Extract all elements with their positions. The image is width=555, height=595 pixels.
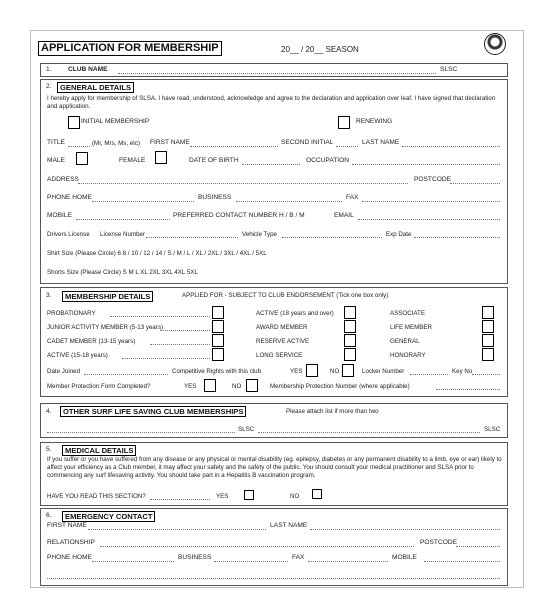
membership-option-label: CADET MEMBER (13-15 years) — [47, 338, 136, 345]
member-protection-number-field[interactable] — [436, 389, 500, 390]
membership-checkbox[interactable] — [482, 348, 494, 361]
medical-no-checkbox[interactable] — [312, 489, 322, 499]
section4-title: OTHER SURF LIFE SAVING CLUB MEMBERSHIPS — [60, 406, 246, 417]
date-joined-label: Date Joined — [47, 368, 81, 375]
other-club-1-slsc: SLSC — [238, 426, 255, 433]
mobile-label: MOBILE — [47, 212, 72, 219]
phone-home-field[interactable] — [92, 201, 194, 202]
occupation-label: OCCUPATION — [306, 157, 349, 164]
membership-option-label: AWARD MEMBER — [256, 324, 308, 331]
phone-home-label: PHONE HOME — [47, 194, 93, 201]
exp-date-label: Exp Date — [386, 231, 412, 238]
membership-checkbox[interactable] — [344, 348, 356, 361]
ec-mobile-field[interactable] — [424, 561, 500, 562]
renewing-label: RENEWING — [356, 118, 393, 125]
club-name-field[interactable] — [118, 73, 436, 74]
club-slsc-label: SLSC — [440, 66, 458, 73]
medical-text: If you suffer or you have suffered from any disease or any physical or mental disability (eg. epilepsy, diabetes or any permanent disability to a limb, eye or ear) likely to affect your efficiency as a Club member, it may affect your safety and the safety of the public. You should consult your medical practitioner and SLSA prior to commencing any surf lifesaving activity. You should take part in a Hepatitis B vaccination program. — [47, 456, 502, 479]
section6-title: EMERGENCY CONTACT — [62, 511, 155, 522]
ec-first-name-label: FIRST NAME — [47, 522, 87, 529]
ec-business-label: BUSINESS — [178, 554, 212, 561]
protection-yes-checkbox[interactable] — [204, 379, 216, 392]
other-club-2-slsc: SLSC — [484, 426, 501, 433]
leader-line — [110, 316, 210, 317]
club-name-label: CLUB NAME — [68, 66, 108, 73]
first-name-label: FIRST NAME — [150, 139, 190, 146]
form-title: APPLICATION FOR MEMBERSHIP — [38, 41, 222, 56]
email-field[interactable] — [358, 219, 500, 220]
have-you-read-label: HAVE YOU READ THIS SECTION? — [47, 493, 146, 500]
dob-field[interactable] — [242, 164, 300, 165]
preferred-contact-label: PREFERRED CONTACT NUMBER H / B / M — [173, 212, 305, 219]
male-label: MALE — [47, 157, 65, 164]
title-options: (Mr, Mrs, Ms, etc) — [92, 140, 141, 147]
membership-option-label: JUNIOR ACTIVITY MEMBER (5-13 years) — [47, 324, 164, 331]
ec-postcode-field[interactable] — [456, 546, 500, 547]
logo-icon — [484, 33, 506, 55]
medical-yes-checkbox[interactable] — [244, 490, 254, 500]
section5-title: MEDICAL DETAILS — [62, 445, 136, 456]
occupation-field[interactable] — [352, 164, 500, 165]
competitive-no-label: NO — [330, 368, 340, 375]
section-club-name — [40, 63, 508, 77]
section4-number: 4. — [46, 408, 52, 415]
dob-label: DATE OF BIRTH — [189, 157, 239, 164]
membership-checkbox[interactable] — [344, 334, 356, 347]
postcode-label: POSTCODE — [414, 176, 452, 183]
competitive-no-checkbox[interactable] — [342, 364, 354, 377]
member-protection-form-label: Member Protection Form Completed? — [47, 383, 151, 390]
medical-no-label: NO — [290, 493, 300, 500]
membership-checkbox[interactable] — [344, 320, 356, 333]
leader-line — [122, 358, 210, 359]
date-joined-field[interactable] — [84, 374, 168, 375]
section2-title: GENERAL DETAILS — [57, 82, 134, 93]
protection-yes-label: YES — [184, 383, 197, 390]
membership-option-label: LIFE MEMBER — [390, 324, 432, 331]
membership-checkbox[interactable] — [344, 306, 356, 319]
ec-fax-label: FAX — [292, 554, 305, 561]
membership-option-label: HONORARY — [390, 352, 426, 359]
section2-number: 2. — [46, 83, 52, 90]
license-number-field[interactable] — [146, 237, 238, 238]
mobile-field[interactable] — [76, 219, 170, 220]
fax-label: FAX — [346, 194, 359, 201]
membership-checkbox[interactable] — [212, 348, 224, 361]
shorts-size-line[interactable]: Shorts Size (Please Circle) S M L XL 2XL 3XL 4XL 5XL — [47, 269, 198, 276]
season-label: 20__ / 20__ SEASON — [281, 45, 359, 54]
membership-checkbox[interactable] — [212, 334, 224, 347]
section3-number: 3. — [46, 292, 52, 299]
competitive-yes-checkbox[interactable] — [306, 364, 318, 377]
membership-option-label: RESERVE ACTIVE — [256, 338, 310, 345]
other-clubs-note: Please attach list if more than two — [286, 408, 379, 415]
address-field[interactable] — [78, 183, 408, 184]
have-you-read-line — [150, 499, 210, 500]
membership-checkbox[interactable] — [482, 306, 494, 319]
membership-option-label: ASSOCIATE — [390, 310, 425, 317]
title-field[interactable] — [68, 146, 90, 147]
leader-line — [150, 344, 210, 345]
declaration-text: I hereby apply for membership of SLSA. I have read, understood, acknowledge and agree to the declaration and application over leaf. I have signed that declaration and application. — [47, 95, 496, 110]
locker-number-label: Locker Number — [362, 368, 405, 375]
competitive-rights-label: Competitive Rights with this club — [172, 368, 262, 375]
ec-postcode-label: POSTCODE — [420, 539, 458, 546]
membership-checkbox[interactable] — [482, 334, 494, 347]
ec-business-field[interactable] — [214, 561, 288, 562]
drivers-license-label: Drivers License — [47, 231, 90, 238]
initial-membership-label: INITIAL MEMBERSHIP — [81, 118, 150, 125]
exp-date-field[interactable] — [414, 237, 500, 238]
section5-number: 5. — [46, 446, 52, 453]
ec-phone-home-label: PHONE HOME — [47, 554, 93, 561]
female-label: FEMALE — [119, 157, 146, 164]
license-number-label: License Number — [100, 231, 146, 238]
member-protection-number-label: Membership Protection Number (where applicable) — [270, 383, 410, 390]
ec-first-name-field[interactable] — [88, 529, 266, 530]
fax-field[interactable] — [362, 201, 500, 202]
membership-option-label: GENERAL — [390, 338, 420, 345]
ec-mobile-label: MOBILE — [392, 554, 417, 561]
initial-membership-checkbox[interactable] — [68, 116, 80, 129]
protection-no-checkbox[interactable] — [246, 379, 258, 392]
key-no-label: Key No — [452, 368, 473, 375]
second-initial-field[interactable] — [336, 146, 358, 147]
section1-number: 1. — [46, 66, 52, 73]
ec-relationship-label: RELATIONSHIP — [47, 539, 95, 546]
membership-option-label: ACTIVE (15-18 years) — [47, 352, 108, 359]
membership-option-label: ACTIVE (18 years and over) — [256, 310, 334, 317]
membership-option-label: LONG SERVICE — [256, 352, 303, 359]
medical-yes-label: YES — [216, 493, 229, 500]
vehicle-type-field[interactable] — [282, 237, 382, 238]
address-label: ADDRESS — [47, 176, 79, 183]
title-label: TITLE — [47, 139, 65, 146]
postcode-field[interactable] — [450, 183, 500, 184]
membership-checkbox[interactable] — [212, 320, 224, 333]
key-no-field[interactable] — [472, 374, 500, 375]
business-field[interactable] — [236, 201, 342, 202]
section6-number: 6. — [46, 512, 52, 519]
last-name-label: LAST NAME — [362, 139, 400, 146]
protection-no-label: NO — [232, 383, 242, 390]
ec-phone-home-field[interactable] — [92, 561, 174, 562]
vehicle-type-label: Vehicle Type — [242, 231, 277, 238]
male-checkbox[interactable] — [76, 152, 88, 165]
section3-title: MEMBERSHIP DETAILS — [62, 291, 153, 302]
business-label: BUSINESS — [198, 194, 232, 201]
leader-line — [160, 330, 210, 331]
applied-for-label: APPLIED FOR - SUBJECT TO CLUB ENDORSEMENT (Tick one box only) — [182, 292, 389, 299]
ec-extra-line[interactable] — [47, 578, 500, 579]
other-club-2-field[interactable] — [258, 432, 480, 433]
competitive-yes-label: YES — [290, 368, 303, 375]
second-initial-label: SECOND INITIAL — [281, 139, 334, 146]
renewing-checkbox[interactable] — [338, 116, 350, 129]
ec-relationship-field[interactable] — [100, 546, 414, 547]
ec-last-name-field[interactable] — [310, 529, 500, 530]
shirt-size-line[interactable]: Shirt Size (Please Circle) 6 8 / 10 / 12 / 14 / S / M / L / XL / 2XL / 3XL / 4XL / 5XL — [47, 250, 267, 257]
locker-number-field[interactable] — [410, 374, 448, 375]
ec-last-name-label: LAST NAME — [270, 522, 308, 529]
membership-option-label: PROBATIONARY — [47, 310, 96, 317]
ec-fax-field[interactable] — [308, 561, 388, 562]
membership-checkbox[interactable] — [482, 320, 494, 333]
first-name-field[interactable] — [190, 146, 278, 147]
female-checkbox[interactable] — [155, 151, 167, 164]
other-club-1-field[interactable] — [47, 432, 235, 433]
email-label: EMAIL — [334, 212, 354, 219]
last-name-field[interactable] — [402, 146, 500, 147]
membership-checkbox[interactable] — [212, 306, 224, 319]
